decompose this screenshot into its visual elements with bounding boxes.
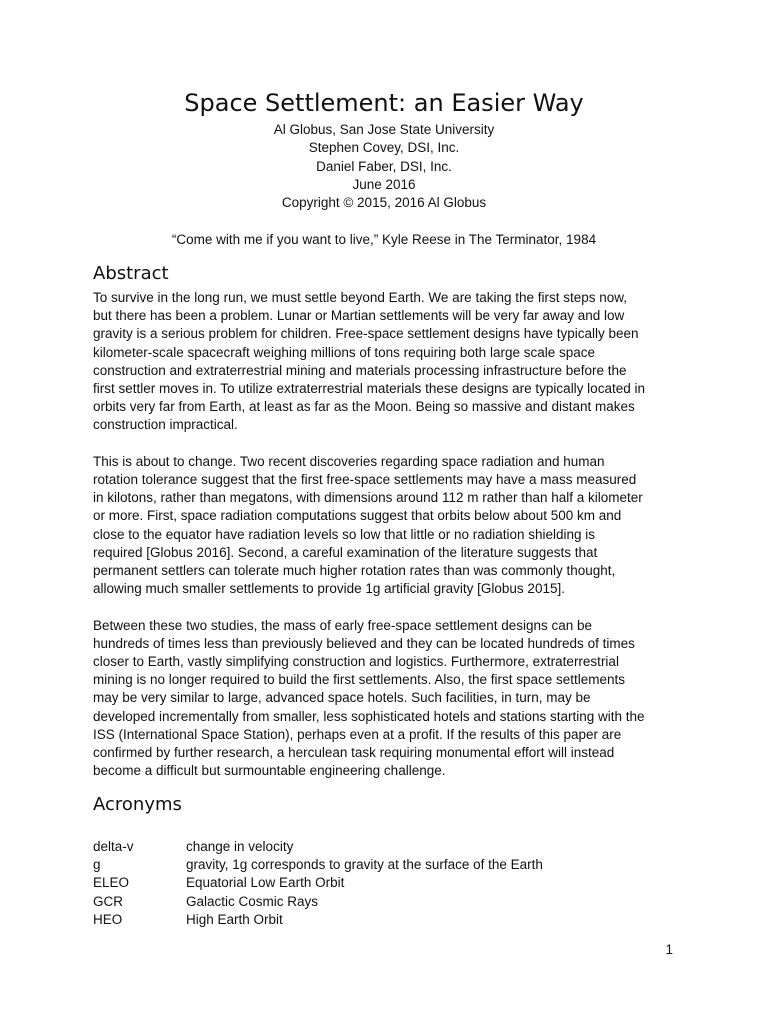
text-line: construction and extraterrestrial mining and materials processing infrastructure before the: [93, 362, 627, 378]
acronym-row: [93, 874, 543, 892]
abstract-heading: Abstract: [93, 263, 169, 284]
text-line: but there has been a problem. Lunar or Martian settlements will be very far away and low: [93, 308, 625, 324]
text-line: To survive in the long run, we must settle beyond Earth. We are taking the first steps now,: [93, 290, 628, 305]
acronym-definition: Equatorial Low Earth Orbit: [186, 875, 345, 891]
text-line: rotation tolerance suggest that the first free-space settlements may have a mass measured: [93, 472, 637, 488]
acronym-term: delta-v: [93, 839, 134, 854]
acronym-row: [93, 838, 543, 856]
abstract-paragraph: [93, 289, 683, 435]
text-line: closer to Earth, vastly simplifying construction and logistics. Furthermore, extraterrestrial: [93, 654, 619, 670]
text-line: in kilotons, rather than megatons, with dimensions around 112 m rather than half a kilometer: [93, 490, 643, 506]
text-line: developed incrementally from smaller, less sophisticated hotels and stations starting with the: [93, 708, 645, 724]
text-line: Between these two studies, the mass of early free-space settlement designs can be: [93, 617, 593, 633]
text-line: construction impractical.: [93, 417, 238, 433]
text-line: hundreds of times less than previously believed and they can be located hundreds of times: [93, 635, 635, 651]
text-line: orbits very far from Earth, at least as far as the Moon. Being so massive and distant makes: [93, 399, 635, 415]
text-line: or more. First, space radiation computations suggest that orbits below about 500 km and: [93, 508, 622, 524]
author-line: Daniel Faber, DSI, Inc.: [316, 158, 452, 174]
text-line: required [Globus 2016]. Second, a careful examination of the literature suggests that: [93, 544, 598, 560]
acronyms-heading: Acronyms: [93, 794, 182, 815]
acronym-definition: gravity, 1g corresponds to gravity at the surface of the Earth: [186, 857, 543, 873]
author-line: Stephen Covey, DSI, Inc.: [308, 140, 460, 156]
copyright-line: Copyright © 2015, 2016 Al Globus: [281, 195, 487, 211]
text-line: may be very similar to large, advanced space hotels. Such facilities, in turn, may be: [93, 690, 591, 706]
acronym-term: ELEO: [93, 875, 130, 891]
acronym-list: [93, 838, 543, 929]
acronym-term: GCR: [93, 893, 123, 909]
text-line: permanent settlers can tolerate much higher rotation rates than was commonly thought,: [93, 563, 616, 579]
acronym-term: HEO: [93, 911, 123, 927]
acronym-definition: Galactic Cosmic Rays: [186, 893, 319, 909]
text-line: ISS (International Space Station), perhaps even at a profit. If the results of this paper are: [93, 726, 622, 742]
author-line: Al Globus, San Jose State University: [273, 122, 495, 137]
acronym-term: g: [93, 857, 101, 873]
abstract-paragraph: [93, 617, 683, 781]
acronym-row: [93, 893, 543, 911]
abstract-body: [93, 289, 683, 799]
acronym-row: [93, 911, 543, 929]
acronym-definition: change in velocity: [186, 839, 294, 854]
acronym-row: [93, 856, 543, 874]
abstract-paragraph: [93, 453, 683, 599]
text-line: mining is no longer required to build the first settlements. Also, the first space settlements: [93, 672, 626, 688]
page-number: 1: [665, 942, 673, 957]
text-line: confirmed by further research, a herculean task requiring monumental effort will instead: [93, 745, 615, 761]
text-line: become a difficult but surmountable engineering challenge.: [93, 763, 446, 779]
text-line: allowing much smaller settlements to provide 1g artificial gravity [Globus 2015].: [93, 581, 565, 597]
paper-title: Space Settlement: an Easier Way: [184, 89, 584, 117]
text-line: first settler moves in. To utilize extraterrestrial materials these designs are typically located in: [93, 381, 645, 397]
acronym-definition: High Earth Orbit: [186, 911, 283, 927]
text-line: This is about to change. Two recent discoveries regarding space radiation and human: [93, 453, 605, 469]
publication-date: June 2016: [352, 176, 416, 192]
text-line: kilometer-scale spacecraft weighing millions of tons requiring both large scale space: [93, 344, 595, 360]
text-line: gravity is a serious problem for children. Free-space settlement designs have typically been: [93, 326, 639, 342]
epigraph-quote: “Come with me if you want to live,” Kyle Reese in The Terminator, 1984: [171, 232, 597, 247]
author-block: [0, 121, 768, 212]
text-line: close to the equator have radiation levels so low that little or no radiation shielding is: [93, 526, 596, 542]
